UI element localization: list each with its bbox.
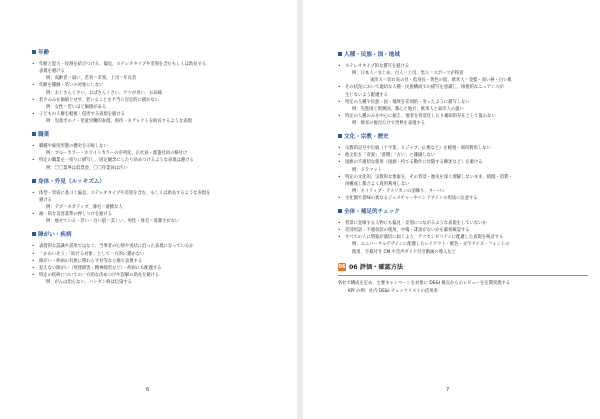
bullet-dot-icon: •	[32, 272, 35, 278]
section-title-text: 職業	[38, 132, 50, 139]
bullet-dot-icon: •	[32, 251, 35, 257]
line-text: 障がい・疾病の有無に関わらず対等な立場で表現する	[39, 258, 143, 264]
line-text: 特定の疾病についての一方的な決めつけや誤解の助長を避ける	[39, 272, 160, 278]
line-text: 例：欧米の視点だけで世界を表現する	[352, 120, 426, 126]
line-text: 例：痩せている・若い・白い肌＝美しい、男性・体毛＝清潔さがない	[46, 219, 180, 225]
bullet-item	[338, 152, 588, 159]
bullet-dot-icon: •	[338, 160, 341, 166]
line-text: 例：ドラマット	[352, 167, 382, 173]
line-text: 画一的な美容基準の押しつけを避ける	[39, 212, 113, 218]
line-text: 東洋人＝切れ長の目・低身長・黄色の肌、欧米人＝金髪・高い鼻・白い肌	[370, 78, 512, 84]
continuation-line	[338, 181, 588, 188]
section	[32, 232, 282, 286]
section-title-text: 年齢	[38, 50, 50, 57]
example-line	[338, 188, 588, 195]
evaluation-section	[338, 263, 588, 296]
example-line	[32, 150, 282, 157]
line-text: 他文化を「奇異」「滑稽」「古い」と揶揄しない	[345, 153, 436, 159]
line-text: 年齢を揶揄・笑いの対象にしない	[39, 83, 104, 89]
line-text: 例：先進国と新興国、都心と地方、欧米人と東洋人の扱い	[352, 106, 464, 112]
line-text: 例：ユニバーサルデザインに配慮したレイアウト・配色・文字サイズ・フォントの	[352, 242, 510, 248]
bullet-dot-icon: •	[32, 144, 35, 150]
line-text: その状況において適切な人種・民族構成での描写を意識し、排他的なニュアンスが	[345, 85, 504, 91]
line-text: ステレオタイプ的な描写を避ける	[345, 64, 410, 70]
evaluation-title-text: 06 評価・確認方法	[349, 263, 404, 271]
bullet-dot-icon: •	[338, 64, 341, 70]
line-text: 「かわいそう」「助ける対象」として一方的に描かない	[39, 251, 145, 257]
line-text: 例：児童ポルノ・児童労働的表現、虐待・ネグレクトを助長するような表現	[46, 118, 192, 124]
bullet-item	[32, 143, 282, 150]
chapter-number-icon: 06	[338, 263, 346, 270]
line-text: 使用、字幕付き CM や音声ガイド付き動画の導入など	[352, 249, 456, 255]
section-title-text: 全体・補足的チェック	[344, 209, 400, 216]
square-bullet-icon	[32, 132, 36, 136]
example-line	[32, 90, 282, 97]
example-line	[32, 75, 282, 82]
example-line	[32, 279, 282, 286]
line-text: 体型・容姿に基づく偏見、ステレオタイプや差別を含む、もしくは助長するような表現を	[39, 190, 211, 196]
example-line	[338, 167, 588, 174]
section	[32, 132, 282, 172]
line-text: 例：がんは治らない、ハンセン病は伝染する	[46, 279, 132, 285]
square-bullet-icon	[338, 52, 342, 56]
continuation-line	[32, 68, 282, 75]
line-text: 避ける	[39, 197, 52, 203]
continuation-line	[338, 92, 588, 99]
divider	[338, 275, 588, 276]
square-bullet-icon	[32, 179, 36, 183]
continuation-line	[32, 197, 282, 204]
bullet-item	[32, 157, 282, 164]
bullet-item	[338, 113, 588, 120]
section-title-text: 人種・民族・国・地域	[344, 52, 400, 59]
example-line	[32, 104, 282, 111]
bullet-item	[338, 227, 588, 234]
section-title	[32, 179, 282, 186]
square-bullet-icon	[32, 232, 36, 236]
section	[338, 52, 588, 127]
line-text: 例：高齢者＝弱い、若者＝未熟、上司＝年長者	[46, 76, 137, 82]
evaluation-kpi-text: KPI の例：社内 DE&I チェックリストの活用率	[348, 288, 438, 294]
section-title	[32, 232, 282, 239]
bullet-item	[338, 220, 588, 227]
example-line	[338, 70, 588, 77]
line-text: 例：女性＝若いほど価値がある	[46, 104, 107, 110]
line-text: 生じないよう配慮する	[345, 92, 388, 98]
bullet-dot-icon: •	[32, 190, 35, 196]
left-page	[0, 0, 297, 419]
example-line	[338, 241, 588, 248]
bullet-dot-icon: •	[338, 195, 341, 201]
line-text: すべての人に情報が適切に届くよう、アクセシビリティに配慮した表現を検討する	[345, 235, 504, 241]
bullet-dot-icon: •	[338, 153, 341, 159]
line-text: 国旗の不適切な使用（国旗・持てる動作に付随する陳述など）を避ける	[345, 160, 483, 166]
section-title-text: 文化・宗教・歴史	[344, 134, 389, 141]
bullet-item	[338, 145, 588, 152]
bullet-dot-icon: •	[32, 83, 35, 89]
bullet-item	[32, 258, 282, 265]
bullet-item	[338, 63, 588, 70]
example-line	[338, 106, 588, 113]
bullet-dot-icon: •	[32, 258, 35, 264]
bullet-item	[32, 265, 282, 272]
line-text: 表現を避ける	[39, 69, 65, 75]
example-line	[338, 120, 588, 127]
bullet-dot-icon: •	[32, 111, 35, 117]
example-line	[32, 118, 282, 125]
bullet-dot-icon: •	[338, 146, 341, 152]
line-text: 特定の人種のみを中心に据え、他者を背景化したり補助的存在として扱わない	[345, 113, 496, 119]
section-title	[32, 50, 282, 57]
line-text: 職種や雇用形態の優劣を示唆しない	[39, 144, 108, 150]
bullet-item	[32, 97, 282, 104]
bullet-dot-icon: •	[338, 113, 341, 119]
line-text: 文化圏で意味の異なるジェスチャーやハンドサインの用法に注意する	[345, 195, 478, 201]
section-title-text: 身体・外見（ルッキズム）	[38, 178, 106, 185]
line-text: 例：ブルーカラー・ホワイトカラーの序列化、正社員・派遣社員の格付け	[46, 151, 188, 157]
bullet-dot-icon: •	[338, 85, 341, 91]
example-line	[338, 249, 588, 256]
square-bullet-icon	[338, 209, 342, 213]
section-title	[338, 209, 588, 216]
right-page	[303, 0, 600, 419]
line-text: 例：日本人＝まじめ、白人＝上司、黒人＝スポーツが得意	[352, 71, 464, 77]
bullet-dot-icon: •	[32, 212, 35, 218]
section-title-text: 障がい・疾病	[38, 232, 72, 239]
bullet-item	[32, 61, 282, 68]
line-text: 背景に登場する人物にも偏見・差別につながるような表現をしていないか	[345, 221, 487, 227]
bullet-item	[32, 243, 282, 250]
section	[32, 50, 282, 125]
line-text: 特定の文化的、宗教的な要素を、その背景・歴史を深く理解しないまま、模倣・消費・	[345, 174, 513, 180]
bullet-item	[32, 111, 282, 118]
bullet-dot-icon: •	[338, 228, 341, 234]
line-text: 差別用語・不適切語の使用、中傷・誹謗がないかを厳密確認する	[345, 228, 470, 234]
section-title	[32, 132, 282, 139]
line-text: 表層的な認識や誤用ではなく、当事者の心情や実状に沿った表現になっているか	[39, 244, 194, 250]
square-bullet-icon	[32, 50, 36, 54]
bullet-item	[32, 82, 282, 89]
line-text: 特定の人種や民族・国・地域を差別的・劣ったように描写しない	[345, 99, 470, 105]
evaluation-text: 各社で構成を定め、主要キャンペーンを対象に DE&I 視点からのレビューを定期実施する	[338, 281, 511, 287]
bullet-item	[32, 272, 282, 279]
bullet-item	[32, 211, 282, 218]
line-text: 年齢と能力・役割を結びつける、偏見、ステレオタイプや差別を含むもしくは助長する	[39, 62, 207, 68]
left-page-content	[32, 50, 282, 293]
line-text: 例：〇〇業界は低賃金、〇〇作業員は汚い	[46, 165, 128, 171]
bullet-dot-icon: •	[32, 97, 35, 103]
bullet-dot-icon: •	[32, 158, 35, 164]
bullet-dot-icon: •	[32, 244, 35, 250]
bullet-dot-icon: •	[338, 221, 341, 227]
section	[32, 179, 282, 226]
line-text: 宗教的記号や伝統（十字架、ヒジャブ、仏像など）を軽視・商用利用しない	[345, 146, 491, 152]
line-text: 若さのみを価値とせず、老いることを不当に否定的に描かない	[39, 97, 159, 103]
example-line	[32, 165, 282, 172]
bullet-item	[338, 234, 588, 241]
line-text: 例：おじさんくさい、おばさんくさい、ケツが青い、お局様	[46, 90, 162, 96]
square-bullet-icon	[338, 134, 342, 138]
bullet-item	[338, 174, 588, 181]
right-page-content	[338, 52, 588, 295]
bullet-dot-icon: •	[338, 174, 341, 180]
page-number-left: 6	[146, 387, 150, 393]
section	[338, 209, 588, 256]
example-line	[32, 204, 282, 211]
line-text: 見えない障がい（発達障害・精神障害など）・疾病にも配慮する	[39, 265, 162, 271]
example-line	[32, 218, 282, 225]
bullet-item	[32, 190, 282, 197]
bullet-item	[338, 99, 588, 106]
bullet-item	[338, 159, 588, 166]
page-number-right: 7	[446, 387, 450, 393]
bullet-dot-icon: •	[32, 62, 35, 68]
bullet-dot-icon: •	[338, 99, 341, 105]
section-title	[338, 134, 588, 141]
line-text: 子どもの人権を軽視・侵害する表現を避ける	[39, 111, 125, 117]
line-text: 再構成し都合よく商用利用しない	[345, 181, 410, 187]
evaluation-title	[338, 263, 588, 272]
line-text: 例：デブ＝ネガティブ、薄毛＝滑稽な人	[46, 204, 123, 210]
line-text: 特定の職業を一括りに描写し、固定観念にしたり決めつけるような表現は避ける	[39, 158, 194, 164]
bullet-item	[32, 251, 282, 258]
bullet-item	[338, 195, 588, 202]
section	[338, 134, 588, 202]
bullet-dot-icon: •	[32, 265, 35, 271]
example-line	[338, 77, 588, 84]
bullet-dot-icon: •	[338, 235, 341, 241]
bullet-item	[338, 84, 588, 91]
section-title	[338, 52, 588, 59]
line-text: 例：ネイティブ・アメリカンの羽飾り、ターバン	[352, 188, 446, 194]
